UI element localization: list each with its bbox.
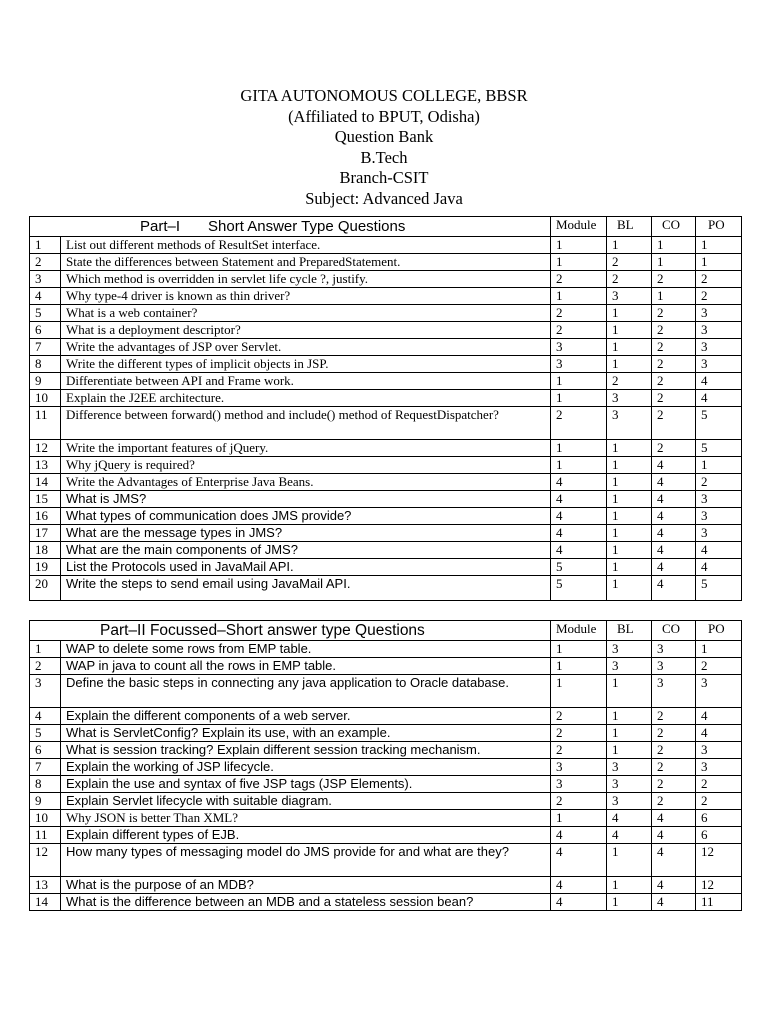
co-column-header: CO <box>652 621 696 641</box>
table-row <box>30 271 742 288</box>
table-row <box>30 373 742 390</box>
module-value: 3 <box>551 356 607 373</box>
co-value: 4 <box>652 877 696 894</box>
question-text: Differentiate between API and Frame work. <box>61 373 551 390</box>
table-row <box>30 844 742 877</box>
bl-value: 4 <box>607 827 652 844</box>
bl-value: 1 <box>607 525 652 542</box>
question-text: Define the basic steps in connecting any java application to Oracle database. <box>61 675 551 708</box>
module-value: 4 <box>551 844 607 877</box>
module-value: 1 <box>551 658 607 675</box>
module-value: 3 <box>551 339 607 356</box>
bl-value: 1 <box>607 474 652 491</box>
co-value: 2 <box>652 305 696 322</box>
table-row <box>30 877 742 894</box>
question-text: What is JMS? <box>61 491 551 508</box>
question-number: 16 <box>30 508 61 525</box>
table-row <box>30 776 742 793</box>
co-value: 3 <box>652 641 696 658</box>
table-row <box>30 576 742 601</box>
bl-value: 1 <box>607 742 652 759</box>
table-row <box>30 658 742 675</box>
module-value: 1 <box>551 254 607 271</box>
affiliation: (Affiliated to BPUT, Odisha) <box>288 106 480 126</box>
question-text: Write the Advantages of Enterprise Java Beans. <box>61 474 551 491</box>
table-row <box>30 390 742 407</box>
question-text: What is the difference between an MDB and a stateless session bean? <box>61 894 551 911</box>
question-text: What types of communication does JMS provide? <box>61 508 551 525</box>
bl-value: 1 <box>607 491 652 508</box>
question-number: 6 <box>30 322 61 339</box>
po-value: 2 <box>696 658 742 675</box>
co-value: 2 <box>652 390 696 407</box>
question-text: Write the advantages of JSP over Servlet. <box>61 339 551 356</box>
co-value: 2 <box>652 407 696 440</box>
bl-value: 1 <box>607 894 652 911</box>
module-value: 4 <box>551 827 607 844</box>
bl-value: 1 <box>607 508 652 525</box>
bl-value: 1 <box>607 844 652 877</box>
module-value: 1 <box>551 675 607 708</box>
po-value: 2 <box>696 474 742 491</box>
module-value: 1 <box>551 440 607 457</box>
bl-value: 1 <box>607 725 652 742</box>
co-value: 4 <box>652 576 696 601</box>
question-text: What are the message types in JMS? <box>61 525 551 542</box>
question-number: 11 <box>30 827 61 844</box>
po-value: 3 <box>696 356 742 373</box>
co-value: 1 <box>652 237 696 254</box>
question-number: 12 <box>30 844 61 877</box>
table-row <box>30 675 742 708</box>
part1-title <box>30 217 551 237</box>
module-value: 1 <box>551 810 607 827</box>
co-column-header: CO <box>652 217 696 237</box>
part2-question-table <box>29 620 742 911</box>
question-text: What is a deployment descriptor? <box>61 322 551 339</box>
question-text: What is ServletConfig? Explain its use, with an example. <box>61 725 551 742</box>
part2-title: Part–II Focussed–Short answer type Questions <box>30 621 551 641</box>
bl-column-header: BL <box>607 621 652 641</box>
bl-value: 1 <box>607 322 652 339</box>
question-number: 6 <box>30 742 61 759</box>
po-value: 4 <box>696 542 742 559</box>
question-number: 2 <box>30 658 61 675</box>
table-row <box>30 641 742 658</box>
bl-value: 1 <box>607 576 652 601</box>
module-value: 1 <box>551 288 607 305</box>
bl-value: 1 <box>607 305 652 322</box>
po-value: 3 <box>696 759 742 776</box>
question-number: 15 <box>30 491 61 508</box>
table-row <box>30 559 742 576</box>
table-row <box>30 305 742 322</box>
po-value: 4 <box>696 373 742 390</box>
po-value: 3 <box>696 675 742 708</box>
co-value: 4 <box>652 894 696 911</box>
po-value: 12 <box>696 877 742 894</box>
question-number: 10 <box>30 810 61 827</box>
question-number: 3 <box>30 271 61 288</box>
question-text: Which method is overridden in servlet life cycle ?, justify. <box>61 271 551 288</box>
module-value: 2 <box>551 407 607 440</box>
question-number: 10 <box>30 390 61 407</box>
bl-value: 1 <box>607 356 652 373</box>
question-number: 5 <box>30 725 61 742</box>
co-value: 2 <box>652 759 696 776</box>
po-value: 3 <box>696 322 742 339</box>
question-text: What is a web container? <box>61 305 551 322</box>
po-value: 4 <box>696 559 742 576</box>
po-value: 6 <box>696 827 742 844</box>
question-number: 19 <box>30 559 61 576</box>
module-value: 5 <box>551 559 607 576</box>
question-number: 7 <box>30 759 61 776</box>
bl-value: 1 <box>607 440 652 457</box>
po-value: 4 <box>696 390 742 407</box>
question-text: Write the different types of implicit objects in JSP. <box>61 356 551 373</box>
degree: B.Tech <box>360 147 408 167</box>
co-value: 4 <box>652 491 696 508</box>
module-column-header: Module <box>551 217 607 237</box>
bl-column-header: BL <box>607 217 652 237</box>
module-value: 4 <box>551 894 607 911</box>
po-value: 2 <box>696 776 742 793</box>
question-number: 1 <box>30 237 61 254</box>
module-value: 4 <box>551 525 607 542</box>
table-row <box>30 440 742 457</box>
question-text: List the Protocols used in JavaMail API. <box>61 559 551 576</box>
document-header <box>0 86 768 210</box>
co-value: 3 <box>652 658 696 675</box>
co-value: 1 <box>652 254 696 271</box>
module-value: 2 <box>551 305 607 322</box>
co-value: 4 <box>652 810 696 827</box>
po-value: 2 <box>696 288 742 305</box>
part1-label: Part–I <box>140 218 181 235</box>
question-text: Why jQuery is required? <box>61 457 551 474</box>
co-value: 2 <box>652 356 696 373</box>
question-number: 5 <box>30 305 61 322</box>
bl-value: 3 <box>607 390 652 407</box>
po-value: 12 <box>696 844 742 877</box>
question-text: WAP to delete some rows from EMP table. <box>61 641 551 658</box>
table-row <box>30 894 742 911</box>
bl-value: 1 <box>607 457 652 474</box>
po-value: 4 <box>696 725 742 742</box>
bl-value: 1 <box>607 675 652 708</box>
question-text: Write the steps to send email using JavaMail API. <box>61 576 551 601</box>
module-value: 5 <box>551 576 607 601</box>
bl-value: 1 <box>607 237 652 254</box>
co-value: 2 <box>652 725 696 742</box>
module-value: 4 <box>551 491 607 508</box>
po-value: 1 <box>696 254 742 271</box>
question-text: WAP in java to count all the rows in EMP table. <box>61 658 551 675</box>
table-row <box>30 793 742 810</box>
module-value: 2 <box>551 725 607 742</box>
question-number: 4 <box>30 708 61 725</box>
module-value: 1 <box>551 237 607 254</box>
bl-value: 2 <box>607 254 652 271</box>
bl-value: 3 <box>607 793 652 810</box>
question-text: What is session tracking? Explain different session tracking mechanism. <box>61 742 551 759</box>
table-row <box>30 474 742 491</box>
question-text: Explain different types of EJB. <box>61 827 551 844</box>
branch: Branch-CSIT <box>339 168 429 188</box>
bl-value: 1 <box>607 559 652 576</box>
co-value: 4 <box>652 525 696 542</box>
table-row <box>30 457 742 474</box>
table-row <box>30 542 742 559</box>
module-value: 2 <box>551 742 607 759</box>
po-value: 3 <box>696 742 742 759</box>
table-row <box>30 708 742 725</box>
question-number: 2 <box>30 254 61 271</box>
question-number: 20 <box>30 576 61 601</box>
po-value: 3 <box>696 508 742 525</box>
bl-value: 3 <box>607 407 652 440</box>
module-value: 2 <box>551 322 607 339</box>
table-row <box>30 288 742 305</box>
po-value: 11 <box>696 894 742 911</box>
module-column-header: Module <box>551 621 607 641</box>
po-column-header: PO <box>696 621 742 641</box>
po-value: 2 <box>696 271 742 288</box>
co-value: 4 <box>652 559 696 576</box>
question-number: 17 <box>30 525 61 542</box>
table-row <box>30 525 742 542</box>
module-value: 4 <box>551 542 607 559</box>
po-value: 5 <box>696 407 742 440</box>
table-row <box>30 237 742 254</box>
co-value: 2 <box>652 742 696 759</box>
co-value: 1 <box>652 288 696 305</box>
co-value: 2 <box>652 440 696 457</box>
table-row <box>30 339 742 356</box>
question-number: 8 <box>30 356 61 373</box>
co-value: 2 <box>652 339 696 356</box>
co-value: 2 <box>652 776 696 793</box>
question-text: Explain Servlet lifecycle with suitable diagram. <box>61 793 551 810</box>
bl-value: 3 <box>607 288 652 305</box>
po-value: 3 <box>696 491 742 508</box>
question-number: 9 <box>30 793 61 810</box>
co-value: 2 <box>652 708 696 725</box>
question-text: Explain the working of JSP lifecycle. <box>61 759 551 776</box>
co-value: 4 <box>652 542 696 559</box>
question-number: 12 <box>30 440 61 457</box>
part2-header-row <box>30 621 742 641</box>
question-text: Explain the different components of a web server. <box>61 708 551 725</box>
bl-value: 3 <box>607 759 652 776</box>
po-value: 3 <box>696 525 742 542</box>
question-text: Why JSON is better Than XML? <box>61 810 551 827</box>
question-text: Write the important features of jQuery. <box>61 440 551 457</box>
bl-value: 3 <box>607 658 652 675</box>
bl-value: 2 <box>607 373 652 390</box>
po-value: 2 <box>696 793 742 810</box>
po-value: 5 <box>696 576 742 601</box>
question-text: Why type-4 driver is known as thin driver? <box>61 288 551 305</box>
co-value: 2 <box>652 373 696 390</box>
question-text: Explain the J2EE architecture. <box>61 390 551 407</box>
po-value: 5 <box>696 440 742 457</box>
po-column-header: PO <box>696 217 742 237</box>
bl-value: 3 <box>607 776 652 793</box>
bl-value: 1 <box>607 708 652 725</box>
table-row <box>30 254 742 271</box>
question-number: 9 <box>30 373 61 390</box>
college-name: GITA AUTONOMOUS COLLEGE, BBSR <box>240 86 528 105</box>
co-value: 2 <box>652 793 696 810</box>
question-number: 3 <box>30 675 61 708</box>
module-value: 1 <box>551 457 607 474</box>
module-value: 2 <box>551 708 607 725</box>
bl-value: 3 <box>607 641 652 658</box>
table-row <box>30 491 742 508</box>
bl-value: 4 <box>607 810 652 827</box>
po-value: 6 <box>696 810 742 827</box>
module-value: 3 <box>551 759 607 776</box>
table-row <box>30 742 742 759</box>
question-text: Explain the use and syntax of five JSP tags (JSP Elements). <box>61 776 551 793</box>
po-value: 1 <box>696 237 742 254</box>
question-number: 8 <box>30 776 61 793</box>
co-value: 2 <box>652 322 696 339</box>
module-value: 1 <box>551 641 607 658</box>
part1-header-row <box>30 217 742 237</box>
question-number: 13 <box>30 457 61 474</box>
co-value: 4 <box>652 827 696 844</box>
bl-value: 1 <box>607 339 652 356</box>
question-number: 14 <box>30 474 61 491</box>
module-value: 2 <box>551 793 607 810</box>
question-text: How many types of messaging model do JMS provide for and what are they? <box>61 844 551 877</box>
table-row <box>30 407 742 440</box>
co-value: 4 <box>652 508 696 525</box>
table-row <box>30 827 742 844</box>
bl-value: 2 <box>607 271 652 288</box>
co-value: 2 <box>652 271 696 288</box>
module-value: 4 <box>551 877 607 894</box>
part1-heading: Short Answer Type Questions <box>208 218 406 235</box>
po-value: 3 <box>696 339 742 356</box>
co-value: 4 <box>652 844 696 877</box>
po-value: 1 <box>696 457 742 474</box>
co-value: 4 <box>652 457 696 474</box>
part1-question-table <box>29 216 742 601</box>
co-value: 3 <box>652 675 696 708</box>
table-row <box>30 725 742 742</box>
co-value: 4 <box>652 474 696 491</box>
table-row <box>30 322 742 339</box>
po-value: 1 <box>696 641 742 658</box>
module-value: 4 <box>551 474 607 491</box>
module-value: 1 <box>551 373 607 390</box>
question-number: 18 <box>30 542 61 559</box>
question-number: 1 <box>30 641 61 658</box>
question-text: What is the purpose of an MDB? <box>61 877 551 894</box>
module-value: 2 <box>551 271 607 288</box>
subject: Subject: Advanced Java <box>305 188 463 208</box>
module-value: 3 <box>551 776 607 793</box>
question-text: List out different methods of ResultSet interface. <box>61 237 551 254</box>
module-value: 4 <box>551 508 607 525</box>
question-text: State the differences between Statement and PreparedStatement. <box>61 254 551 271</box>
question-number: 4 <box>30 288 61 305</box>
question-text: What are the main components of JMS? <box>61 542 551 559</box>
doc-type: Question Bank <box>334 127 434 147</box>
table-row <box>30 356 742 373</box>
question-number: 14 <box>30 894 61 911</box>
question-number: 11 <box>30 407 61 440</box>
module-value: 1 <box>551 390 607 407</box>
bl-value: 1 <box>607 542 652 559</box>
table-row <box>30 810 742 827</box>
po-value: 4 <box>696 708 742 725</box>
question-text: Difference between forward() method and include() method of RequestDispatcher? <box>61 407 551 440</box>
table-row <box>30 508 742 525</box>
bl-value: 1 <box>607 877 652 894</box>
question-number: 7 <box>30 339 61 356</box>
question-number: 13 <box>30 877 61 894</box>
po-value: 3 <box>696 305 742 322</box>
table-row <box>30 759 742 776</box>
